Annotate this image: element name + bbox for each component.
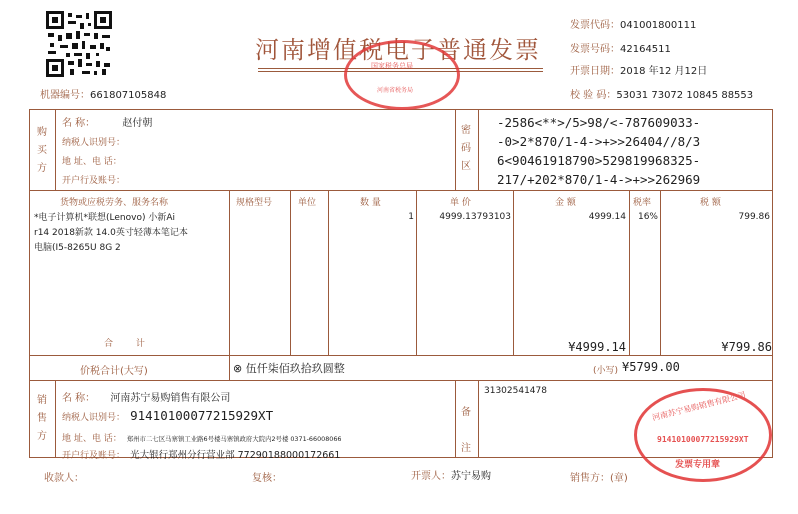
total-words: ⊗ 伍仟柒佰玖拾玖圆整: [233, 362, 345, 375]
buyer-name-row: [62, 114, 152, 129]
col-divider-qty: [328, 190, 329, 355]
buyer-name-value: 赵付朝: [122, 118, 153, 129]
seller-bank-value: 光大银行郑州分行营业部 77290188000172661: [130, 450, 341, 461]
seller-address-value: 郑州市二七区马寨镇工业路6号楼马寨镇政府大院内2号楼 0371-66008066: [126, 435, 342, 443]
subtotal-label: 合 计: [104, 339, 155, 349]
seller-name-value: 河南苏宁易购销售有限公司: [110, 393, 231, 404]
total-label: 价税合计(大写): [80, 366, 148, 377]
item-qty: 1: [408, 212, 414, 222]
seller-address-label: 地 址、电 话：: [62, 434, 122, 444]
remark-text: 31302541478: [484, 386, 547, 396]
seller-seal-label: 销售方：(章): [570, 473, 628, 484]
invoice-number: [570, 40, 671, 55]
payee-label: 收款人：: [44, 473, 84, 484]
remark-label-divider: [478, 380, 479, 458]
tax-stamp-line-2: 河南省税务局: [377, 87, 414, 94]
header-tax: 税 额: [700, 198, 721, 208]
divider-buyer: [29, 190, 773, 191]
invoice-number-value: 42164511: [620, 44, 671, 55]
divider-items: [29, 355, 773, 356]
invoice-date-value: 2018 年12 月12日: [620, 66, 708, 77]
header-amount: 金 额: [555, 198, 576, 208]
cipher-line-4: 217/+202*870/1-4->+>>262969: [497, 172, 701, 187]
seller-stamp-line-3: 发票专用章: [675, 460, 721, 470]
seller-side-label: 销售方: [37, 395, 47, 442]
machine-number-label: 机器编号：: [40, 90, 90, 101]
seller-name-label: 名 称：: [62, 393, 96, 404]
item-name-line-2: r14 2018新款 14.0英寸轻薄本笔记本: [34, 228, 188, 238]
seller-tax-id-label: 纳税人识别号：: [62, 413, 126, 423]
seller-stamp-tax-id: 91410100077215929XT: [657, 435, 749, 444]
item-amount: 4999.14: [588, 212, 626, 222]
total-small-label: (小写): [593, 366, 619, 376]
header-rate: 税率: [633, 198, 652, 208]
check-code: [570, 86, 753, 101]
seller-tax-id-value: 91410100077215929XT: [130, 408, 274, 423]
seller-stamp-line-1: 河南苏宁易购销售有限公司: [651, 390, 747, 423]
qr-code: [46, 11, 112, 77]
invoice-code-label: 发票代码：: [570, 20, 620, 31]
subtotal-amount: ¥4999.14: [568, 340, 626, 354]
seller-name-row: [62, 389, 230, 404]
seller-invoice-stamp: [634, 388, 772, 482]
invoice-code-value: 041001800111: [620, 20, 697, 31]
drawer-value: 苏宁易购: [451, 471, 491, 482]
col-divider-tax: [660, 190, 661, 355]
drawer-row: [411, 467, 491, 482]
check-code-value: 53031 73072 10845 88553: [616, 90, 754, 101]
seller-tax-id-row: [62, 405, 273, 424]
divider-total: [29, 380, 773, 381]
seller-bank-row: [62, 443, 340, 462]
header-qty: 数 量: [360, 198, 381, 208]
remark-left-divider: [455, 380, 456, 458]
cipher-left-divider: [455, 109, 456, 190]
seller-side-divider: [55, 380, 56, 458]
check-code-label: 校 验 码：: [570, 90, 617, 101]
invoice-number-label: 发票号码：: [570, 44, 620, 55]
invoice-code: [570, 16, 696, 31]
header-unit: 单位: [298, 198, 317, 208]
subtotal-tax: ¥799.86: [721, 340, 772, 354]
machine-number-value: 661807105848: [90, 90, 167, 101]
buyer-side-divider: [55, 109, 56, 190]
drawer-label: 开票人：: [411, 471, 451, 482]
header-name: 货物或应税劳务、服务名称: [60, 198, 169, 208]
item-name-line-1: *电子计算机*联想(Lenovo) 小新Ai: [34, 213, 175, 223]
item-tax: 799.86: [738, 212, 770, 222]
total-small-value: ¥5799.00: [622, 360, 680, 374]
invoice-title: 河南增值税电子普通发票: [255, 36, 541, 64]
cipher-label-divider: [478, 109, 479, 190]
col-divider-amount: [513, 190, 514, 355]
tax-bureau-stamp: [344, 40, 460, 110]
cipher-side-label: 密码区: [461, 125, 471, 172]
item-price: 4999.13793103: [439, 212, 511, 222]
buyer-tax-id-label: 纳税人识别号：: [62, 138, 126, 148]
cipher-block: [497, 113, 700, 189]
item-rate: 16%: [637, 212, 658, 222]
col-divider-spec: [229, 190, 230, 355]
header-price: 单 价: [450, 198, 471, 208]
reviewer-label: 复核：: [252, 473, 282, 484]
total-divider: [229, 355, 230, 380]
machine-number: [40, 86, 166, 101]
remark-side-label: 备注: [461, 407, 471, 454]
invoice-date-label: 开票日期：: [570, 66, 620, 77]
cipher-line-1: -2586<**>/5>98/<-787609033-: [497, 115, 701, 130]
buyer-side-label: 购买方: [37, 127, 47, 174]
header-spec: 规格型号: [236, 198, 273, 208]
item-name-line-3: 电脑(I5-8265U 8G 2: [34, 243, 121, 253]
item-name: [34, 211, 226, 256]
buyer-address-label: 地 址、电 话：: [62, 157, 122, 167]
invoice-date: [570, 62, 707, 77]
tax-stamp-line-1: 国家税务总局: [371, 62, 413, 70]
buyer-name-label: 名 称：: [62, 118, 96, 129]
col-divider-rate: [629, 190, 630, 355]
col-divider-unit: [290, 190, 291, 355]
col-divider-price: [416, 190, 417, 355]
seller-bank-label: 开户行及账号：: [62, 451, 126, 461]
cipher-line-3: 6<90461918790>529819968325-: [497, 153, 701, 168]
cipher-line-2: -0>2*870/1-4->+>>26404//8/3: [497, 134, 701, 149]
buyer-bank-label: 开户行及账号：: [62, 176, 126, 186]
